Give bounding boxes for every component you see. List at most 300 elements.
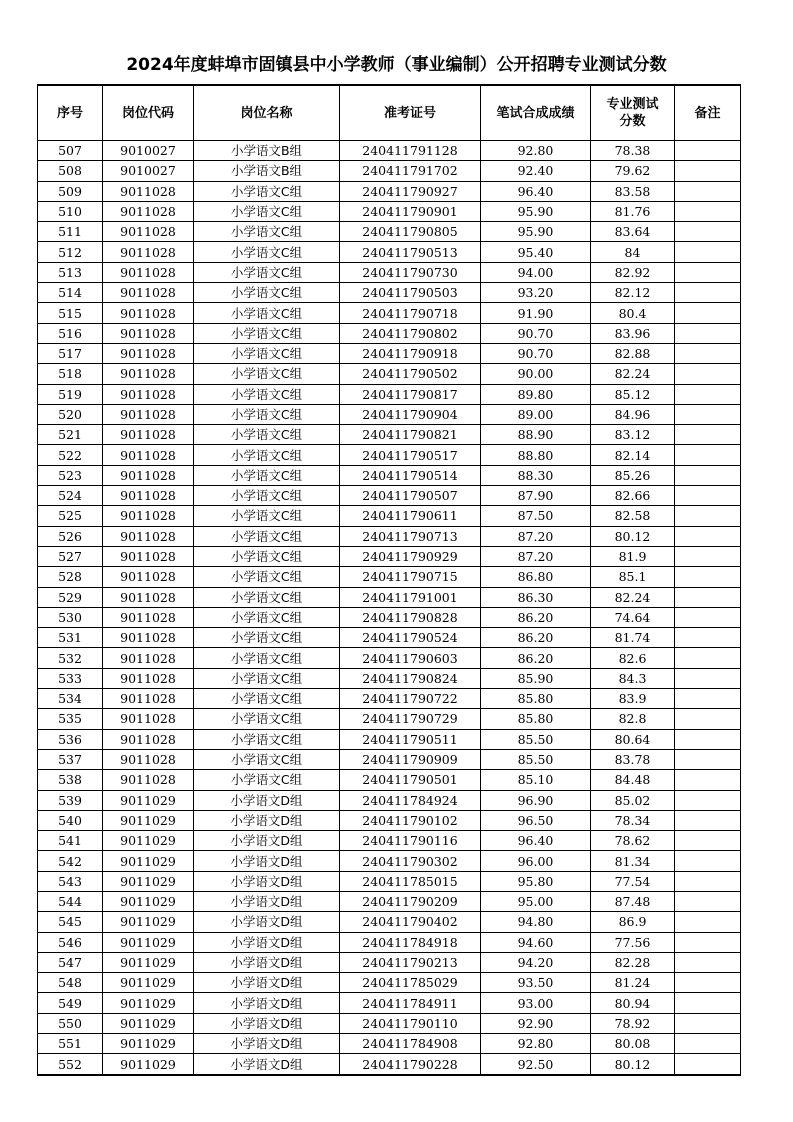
cell-post-code: 9011029 <box>103 1013 194 1033</box>
cell-post-name: 小学语文C组 <box>194 303 340 323</box>
table-row <box>38 1034 741 1054</box>
cell-post-name: 小学语文D组 <box>194 810 340 830</box>
cell-written-score: 94.20 <box>481 952 591 972</box>
cell-exam-no: 240411790511 <box>340 729 481 749</box>
cell-test-score: 83.58 <box>591 181 675 201</box>
cell-exam-no: 240411790828 <box>340 607 481 627</box>
cell-written-score: 87.50 <box>481 506 591 526</box>
table-row <box>38 729 741 749</box>
cell-post-name: 小学语文D组 <box>194 851 340 871</box>
cell-written-score: 86.80 <box>481 567 591 587</box>
cell-remark <box>675 607 741 627</box>
cell-post-code: 9011029 <box>103 1034 194 1054</box>
cell-test-score: 84.3 <box>591 668 675 688</box>
cell-remark <box>675 384 741 404</box>
cell-post-code: 9011028 <box>103 283 194 303</box>
cell-post-name: 小学语文C组 <box>194 222 340 242</box>
cell-test-score: 82.14 <box>591 445 675 465</box>
cell-exam-no: 240411790501 <box>340 770 481 790</box>
cell-test-score: 77.56 <box>591 932 675 952</box>
cell-written-score: 87.20 <box>481 526 591 546</box>
table-row <box>38 222 741 242</box>
cell-test-score: 85.26 <box>591 465 675 485</box>
cell-test-score: 85.12 <box>591 384 675 404</box>
cell-test-score: 83.96 <box>591 323 675 343</box>
cell-written-score: 95.40 <box>481 242 591 262</box>
cell-post-code: 9011028 <box>103 689 194 709</box>
cell-post-code: 9010027 <box>103 141 194 161</box>
cell-remark <box>675 546 741 566</box>
cell-written-score: 90.70 <box>481 343 591 363</box>
cell-seq: 529 <box>38 587 103 607</box>
cell-test-score: 81.76 <box>591 201 675 221</box>
cell-test-score: 81.74 <box>591 628 675 648</box>
cell-seq: 548 <box>38 973 103 993</box>
cell-exam-no: 240411790802 <box>340 323 481 343</box>
cell-post-name: 小学语文C组 <box>194 607 340 627</box>
cell-test-score: 82.92 <box>591 262 675 282</box>
cell-test-score: 78.38 <box>591 141 675 161</box>
cell-remark <box>675 648 741 668</box>
cell-exam-no: 240411784908 <box>340 1034 481 1054</box>
cell-post-code: 9011028 <box>103 201 194 221</box>
cell-test-score: 82.66 <box>591 486 675 506</box>
cell-test-score: 80.12 <box>591 1054 675 1075</box>
cell-seq: 518 <box>38 364 103 384</box>
cell-exam-no: 240411790507 <box>340 486 481 506</box>
cell-remark <box>675 506 741 526</box>
cell-remark <box>675 810 741 830</box>
table-row <box>38 384 741 404</box>
cell-written-score: 95.90 <box>481 201 591 221</box>
cell-written-score: 95.90 <box>481 222 591 242</box>
cell-exam-no: 240411790918 <box>340 343 481 363</box>
cell-post-code: 9011028 <box>103 343 194 363</box>
cell-seq: 513 <box>38 262 103 282</box>
cell-written-score: 88.90 <box>481 425 591 445</box>
cell-post-name: 小学语文C组 <box>194 201 340 221</box>
cell-remark <box>675 628 741 648</box>
table-row <box>38 364 741 384</box>
cell-exam-no: 240411790116 <box>340 831 481 851</box>
cell-post-name: 小学语文C组 <box>194 384 340 404</box>
cell-seq: 551 <box>38 1034 103 1054</box>
header-row <box>38 85 741 141</box>
cell-written-score: 96.00 <box>481 851 591 871</box>
cell-written-score: 92.40 <box>481 161 591 181</box>
cell-exam-no: 240411790517 <box>340 445 481 465</box>
cell-post-code: 9011028 <box>103 546 194 566</box>
cell-test-score: 82.88 <box>591 343 675 363</box>
table-row <box>38 810 741 830</box>
cell-seq: 539 <box>38 790 103 810</box>
header-remark: 备注 <box>675 85 741 141</box>
scores-table <box>37 84 741 1076</box>
cell-remark <box>675 891 741 911</box>
cell-post-code: 9011028 <box>103 404 194 424</box>
cell-written-score: 85.90 <box>481 668 591 688</box>
cell-seq: 543 <box>38 871 103 891</box>
cell-remark <box>675 445 741 465</box>
cell-test-score: 85.02 <box>591 790 675 810</box>
cell-written-score: 96.40 <box>481 831 591 851</box>
cell-test-score: 80.4 <box>591 303 675 323</box>
cell-seq: 542 <box>38 851 103 871</box>
cell-remark <box>675 851 741 871</box>
cell-test-score: 83.78 <box>591 749 675 769</box>
cell-test-score: 80.08 <box>591 1034 675 1054</box>
table-row <box>38 587 741 607</box>
cell-post-name: 小学语文C组 <box>194 242 340 262</box>
table-row <box>38 567 741 587</box>
cell-exam-no: 240411790821 <box>340 425 481 445</box>
cell-post-name: 小学语文C组 <box>194 668 340 688</box>
cell-exam-no: 240411790730 <box>340 262 481 282</box>
cell-remark <box>675 567 741 587</box>
cell-remark <box>675 141 741 161</box>
cell-test-score: 82.58 <box>591 506 675 526</box>
cell-exam-no: 240411784924 <box>340 790 481 810</box>
cell-test-score: 80.12 <box>591 526 675 546</box>
table-row <box>38 161 741 181</box>
cell-written-score: 89.80 <box>481 384 591 404</box>
cell-post-name: 小学语文C组 <box>194 567 340 587</box>
cell-post-name: 小学语文C组 <box>194 364 340 384</box>
table-row <box>38 790 741 810</box>
cell-test-score: 82.24 <box>591 364 675 384</box>
cell-seq: 541 <box>38 831 103 851</box>
cell-post-name: 小学语文C组 <box>194 770 340 790</box>
table-row <box>38 993 741 1013</box>
cell-post-name: 小学语文C组 <box>194 709 340 729</box>
cell-post-code: 9011028 <box>103 445 194 465</box>
cell-post-name: 小学语文D组 <box>194 993 340 1013</box>
cell-test-score: 84.96 <box>591 404 675 424</box>
table-row <box>38 770 741 790</box>
cell-remark <box>675 1054 741 1075</box>
cell-seq: 523 <box>38 465 103 485</box>
cell-written-score: 86.20 <box>481 628 591 648</box>
cell-written-score: 85.50 <box>481 749 591 769</box>
cell-test-score: 83.12 <box>591 425 675 445</box>
cell-seq: 524 <box>38 486 103 506</box>
cell-post-code: 9011028 <box>103 648 194 668</box>
cell-remark <box>675 425 741 445</box>
cell-seq: 515 <box>38 303 103 323</box>
cell-post-code: 9011028 <box>103 567 194 587</box>
cell-seq: 520 <box>38 404 103 424</box>
cell-post-name: 小学语文D组 <box>194 973 340 993</box>
cell-seq: 537 <box>38 749 103 769</box>
cell-post-code: 9011028 <box>103 628 194 648</box>
cell-exam-no: 240411785015 <box>340 871 481 891</box>
header-exam-no: 准考证号 <box>340 85 481 141</box>
cell-seq: 530 <box>38 607 103 627</box>
cell-post-name: 小学语文D组 <box>194 831 340 851</box>
cell-remark <box>675 242 741 262</box>
cell-written-score: 96.50 <box>481 810 591 830</box>
table-body <box>38 141 741 1075</box>
table-row <box>38 709 741 729</box>
header-test-score-line2: 分数 <box>619 114 646 129</box>
cell-exam-no: 240411790513 <box>340 242 481 262</box>
table-row <box>38 546 741 566</box>
cell-remark <box>675 932 741 952</box>
cell-post-code: 9011028 <box>103 770 194 790</box>
cell-exam-no: 240411790603 <box>340 648 481 668</box>
cell-test-score: 82.8 <box>591 709 675 729</box>
cell-remark <box>675 404 741 424</box>
cell-exam-no: 240411790102 <box>340 810 481 830</box>
cell-post-code: 9011028 <box>103 364 194 384</box>
cell-remark <box>675 689 741 709</box>
cell-remark <box>675 749 741 769</box>
cell-exam-no: 240411791001 <box>340 587 481 607</box>
cell-test-score: 78.62 <box>591 831 675 851</box>
cell-post-code: 9011028 <box>103 222 194 242</box>
cell-post-code: 9011029 <box>103 891 194 911</box>
cell-seq: 508 <box>38 161 103 181</box>
page-title: 2024年度蚌埠市固镇县中小学教师（事业编制）公开招聘专业测试分数 <box>126 55 667 75</box>
cell-post-code: 9011028 <box>103 749 194 769</box>
cell-written-score: 96.40 <box>481 181 591 201</box>
cell-exam-no: 240411790213 <box>340 952 481 972</box>
cell-written-score: 87.20 <box>481 546 591 566</box>
cell-seq: 509 <box>38 181 103 201</box>
header-written-score: 笔试合成成绩 <box>481 85 591 141</box>
cell-seq: 510 <box>38 201 103 221</box>
cell-exam-no: 240411790524 <box>340 628 481 648</box>
cell-post-name: 小学语文D组 <box>194 1013 340 1033</box>
table-row <box>38 303 741 323</box>
cell-written-score: 94.80 <box>481 912 591 932</box>
cell-remark <box>675 952 741 972</box>
cell-written-score: 95.00 <box>481 891 591 911</box>
cell-seq: 538 <box>38 770 103 790</box>
cell-exam-no: 240411790909 <box>340 749 481 769</box>
cell-seq: 514 <box>38 283 103 303</box>
table-row <box>38 445 741 465</box>
cell-post-code: 9011028 <box>103 729 194 749</box>
cell-written-score: 92.80 <box>481 1034 591 1054</box>
cell-remark <box>675 222 741 242</box>
cell-post-name: 小学语文C组 <box>194 648 340 668</box>
cell-written-score: 95.80 <box>481 871 591 891</box>
cell-post-code: 9011028 <box>103 668 194 688</box>
cell-written-score: 93.20 <box>481 283 591 303</box>
cell-written-score: 92.50 <box>481 1054 591 1075</box>
cell-post-name: 小学语文B组 <box>194 161 340 181</box>
cell-exam-no: 240411790927 <box>340 181 481 201</box>
cell-written-score: 86.20 <box>481 648 591 668</box>
cell-post-name: 小学语文D组 <box>194 932 340 952</box>
cell-remark <box>675 303 741 323</box>
cell-written-score: 90.70 <box>481 323 591 343</box>
cell-test-score: 80.94 <box>591 993 675 1013</box>
cell-exam-no: 240411790503 <box>340 283 481 303</box>
cell-exam-no: 240411790402 <box>340 912 481 932</box>
cell-remark <box>675 871 741 891</box>
cell-post-code: 9011028 <box>103 465 194 485</box>
cell-exam-no: 240411790502 <box>340 364 481 384</box>
cell-seq: 528 <box>38 567 103 587</box>
cell-seq: 545 <box>38 912 103 932</box>
table-row <box>38 891 741 911</box>
cell-seq: 547 <box>38 952 103 972</box>
cell-seq: 512 <box>38 242 103 262</box>
header-post-code: 岗位代码 <box>103 85 194 141</box>
cell-test-score: 81.34 <box>591 851 675 871</box>
cell-remark <box>675 790 741 810</box>
cell-test-score: 79.62 <box>591 161 675 181</box>
cell-remark <box>675 283 741 303</box>
cell-post-name: 小学语文C组 <box>194 506 340 526</box>
table-row <box>38 973 741 993</box>
cell-post-code: 9011029 <box>103 993 194 1013</box>
cell-post-code: 9011028 <box>103 709 194 729</box>
cell-exam-no: 240411790514 <box>340 465 481 485</box>
cell-exam-no: 240411790817 <box>340 384 481 404</box>
table-row <box>38 201 741 221</box>
cell-post-name: 小学语文C组 <box>194 343 340 363</box>
cell-post-name: 小学语文C组 <box>194 749 340 769</box>
cell-exam-no: 240411790611 <box>340 506 481 526</box>
cell-remark <box>675 993 741 1013</box>
cell-post-name: 小学语文D组 <box>194 871 340 891</box>
cell-test-score: 80.64 <box>591 729 675 749</box>
table-row <box>38 283 741 303</box>
cell-test-score: 81.9 <box>591 546 675 566</box>
cell-test-score: 84.48 <box>591 770 675 790</box>
cell-remark <box>675 587 741 607</box>
cell-seq: 531 <box>38 628 103 648</box>
cell-written-score: 88.30 <box>481 465 591 485</box>
cell-post-name: 小学语文C组 <box>194 486 340 506</box>
cell-seq: 544 <box>38 891 103 911</box>
cell-remark <box>675 973 741 993</box>
cell-exam-no: 240411785029 <box>340 973 481 993</box>
cell-post-code: 9011028 <box>103 303 194 323</box>
cell-post-name: 小学语文C组 <box>194 689 340 709</box>
cell-remark <box>675 1013 741 1033</box>
cell-remark <box>675 201 741 221</box>
cell-seq: 522 <box>38 445 103 465</box>
cell-post-name: 小学语文C组 <box>194 628 340 648</box>
cell-exam-no: 240411790722 <box>340 689 481 709</box>
cell-post-code: 9011028 <box>103 526 194 546</box>
cell-seq: 516 <box>38 323 103 343</box>
cell-test-score: 81.24 <box>591 973 675 993</box>
cell-exam-no: 240411790718 <box>340 303 481 323</box>
cell-written-score: 87.90 <box>481 486 591 506</box>
cell-seq: 521 <box>38 425 103 445</box>
cell-seq: 532 <box>38 648 103 668</box>
cell-post-name: 小学语文D组 <box>194 912 340 932</box>
cell-post-name: 小学语文B组 <box>194 141 340 161</box>
cell-exam-no: 240411784911 <box>340 993 481 1013</box>
cell-remark <box>675 1034 741 1054</box>
header-test-score-line1: 专业测试 <box>606 97 659 112</box>
cell-seq: 552 <box>38 1054 103 1075</box>
cell-post-code: 9011029 <box>103 851 194 871</box>
cell-post-name: 小学语文C组 <box>194 283 340 303</box>
table-row <box>38 689 741 709</box>
table-row <box>38 425 741 445</box>
table-row <box>38 323 741 343</box>
cell-test-score: 83.64 <box>591 222 675 242</box>
cell-seq: 536 <box>38 729 103 749</box>
cell-exam-no: 240411784918 <box>340 932 481 952</box>
cell-post-name: 小学语文D组 <box>194 790 340 810</box>
cell-remark <box>675 912 741 932</box>
cell-post-code: 9011029 <box>103 1054 194 1075</box>
cell-post-code: 9011029 <box>103 932 194 952</box>
cell-written-score: 85.10 <box>481 770 591 790</box>
table-row <box>38 141 741 161</box>
cell-post-code: 9011028 <box>103 607 194 627</box>
cell-seq: 526 <box>38 526 103 546</box>
cell-post-code: 9011029 <box>103 973 194 993</box>
cell-post-code: 9011029 <box>103 952 194 972</box>
table-row <box>38 1013 741 1033</box>
cell-test-score: 83.9 <box>591 689 675 709</box>
cell-seq: 507 <box>38 141 103 161</box>
cell-post-code: 9011028 <box>103 384 194 404</box>
table-row <box>38 343 741 363</box>
cell-post-code: 9011029 <box>103 871 194 891</box>
cell-remark <box>675 709 741 729</box>
cell-written-score: 92.80 <box>481 141 591 161</box>
cell-remark <box>675 486 741 506</box>
cell-written-score: 96.90 <box>481 790 591 810</box>
cell-exam-no: 240411790901 <box>340 201 481 221</box>
header-test-score <box>591 85 675 141</box>
cell-post-name: 小学语文C组 <box>194 546 340 566</box>
cell-post-name: 小学语文C组 <box>194 404 340 424</box>
cell-remark <box>675 323 741 343</box>
cell-post-code: 9011029 <box>103 790 194 810</box>
cell-remark <box>675 161 741 181</box>
table-row <box>38 181 741 201</box>
cell-seq: 511 <box>38 222 103 242</box>
cell-written-score: 85.80 <box>481 689 591 709</box>
cell-test-score: 84 <box>591 242 675 262</box>
cell-exam-no: 240411791128 <box>340 141 481 161</box>
cell-post-code: 9011028 <box>103 486 194 506</box>
cell-test-score: 82.28 <box>591 952 675 972</box>
cell-written-score: 94.00 <box>481 262 591 282</box>
table-row <box>38 668 741 688</box>
cell-test-score: 86.9 <box>591 912 675 932</box>
cell-post-name: 小学语文D组 <box>194 952 340 972</box>
cell-remark <box>675 364 741 384</box>
cell-remark <box>675 770 741 790</box>
cell-test-score: 82.6 <box>591 648 675 668</box>
table-row <box>38 851 741 871</box>
cell-post-name: 小学语文C组 <box>194 445 340 465</box>
cell-post-code: 9011029 <box>103 912 194 932</box>
cell-exam-no: 240411790805 <box>340 222 481 242</box>
table-row <box>38 262 741 282</box>
table-row <box>38 831 741 851</box>
cell-seq: 525 <box>38 506 103 526</box>
cell-remark <box>675 181 741 201</box>
table-row <box>38 242 741 262</box>
cell-remark <box>675 668 741 688</box>
cell-test-score: 82.12 <box>591 283 675 303</box>
cell-remark <box>675 729 741 749</box>
cell-remark <box>675 465 741 485</box>
